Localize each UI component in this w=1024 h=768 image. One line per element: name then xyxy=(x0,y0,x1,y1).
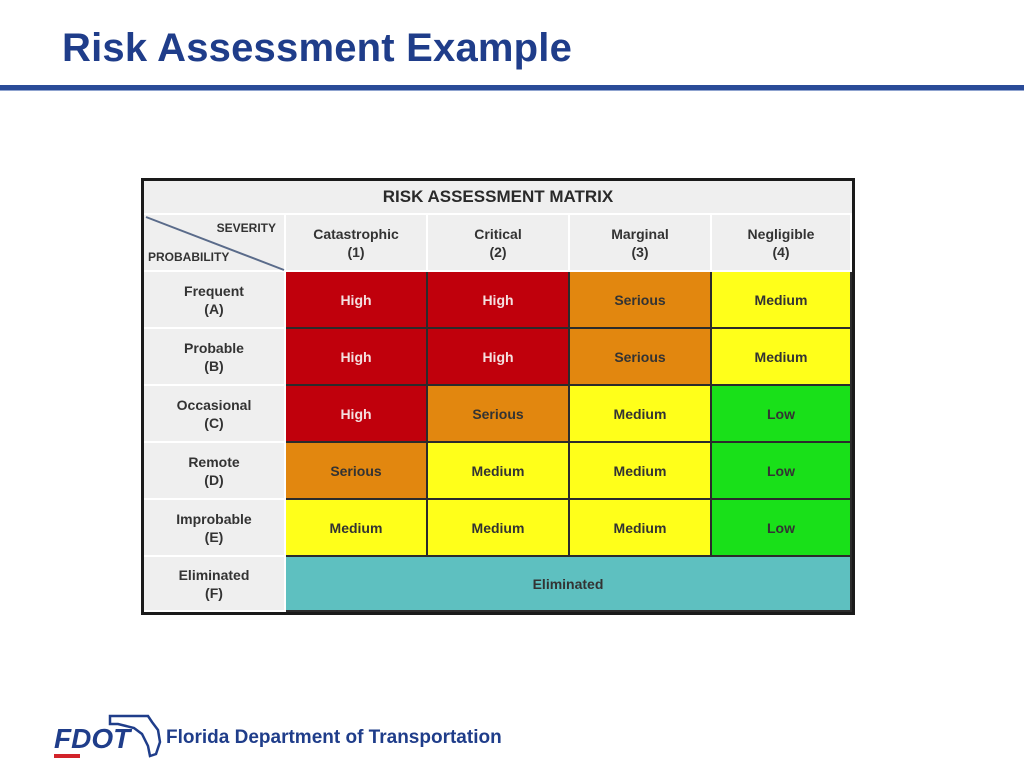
severity-header-critical xyxy=(428,215,570,272)
risk-cell-medium: Medium xyxy=(570,386,712,443)
severity-name: Catastrophic xyxy=(313,225,399,242)
risk-cell-high: High xyxy=(428,329,570,386)
risk-cell-serious: Serious xyxy=(570,329,712,386)
probability-code: (C) xyxy=(204,414,224,431)
severity-header-marginal xyxy=(570,215,712,272)
severity-name: Critical xyxy=(474,225,522,242)
severity-code: (4) xyxy=(772,243,790,260)
severity-code: (1) xyxy=(347,243,365,260)
risk-matrix xyxy=(141,178,855,615)
probability-header-improbable xyxy=(144,500,286,557)
probability-name: Frequent xyxy=(184,282,244,299)
logo-text: FDOT xyxy=(54,723,131,754)
risk-cell-high: High xyxy=(286,272,428,329)
probability-name: Improbable xyxy=(176,510,252,527)
probability-axis-label: PROBABILITY xyxy=(148,250,230,264)
severity-name: Marginal xyxy=(611,225,669,242)
risk-cell-medium: Medium xyxy=(712,329,852,386)
severity-header-catastrophic xyxy=(286,215,428,272)
risk-cell-high: High xyxy=(286,329,428,386)
risk-cell-low: Low xyxy=(712,500,852,557)
probability-name: Remote xyxy=(188,453,240,470)
probability-code: (D) xyxy=(204,471,224,488)
probability-code: (E) xyxy=(204,528,224,545)
probability-header-frequent xyxy=(144,272,286,329)
probability-header-occasional xyxy=(144,386,286,443)
matrix-grid xyxy=(144,215,852,612)
matrix-corner-header xyxy=(144,215,286,272)
logo-red-bar xyxy=(54,754,80,758)
fdot-logo xyxy=(52,710,162,762)
risk-cell-medium: Medium xyxy=(428,500,570,557)
risk-cell-high: High xyxy=(286,386,428,443)
risk-cell-high: High xyxy=(428,272,570,329)
risk-cell-medium: Medium xyxy=(570,500,712,557)
probability-code: (A) xyxy=(204,300,224,317)
risk-cell-medium: Medium xyxy=(428,443,570,500)
risk-cell-eliminated: Eliminated xyxy=(286,557,852,612)
risk-cell-serious: Serious xyxy=(428,386,570,443)
probability-header-probable xyxy=(144,329,286,386)
probability-name: Eliminated xyxy=(178,566,250,583)
footer-organization: Florida Department of Transportation xyxy=(166,727,502,748)
slide-title: Risk Assessment Example xyxy=(62,26,573,70)
risk-cell-serious: Serious xyxy=(286,443,428,500)
risk-cell-low: Low xyxy=(712,443,852,500)
severity-header-negligible xyxy=(712,215,852,272)
risk-cell-medium: Medium xyxy=(286,500,428,557)
risk-cell-medium: Medium xyxy=(712,272,852,329)
probability-name: Probable xyxy=(184,339,244,356)
severity-name: Negligible xyxy=(747,225,815,242)
risk-cell-serious: Serious xyxy=(570,272,712,329)
severity-code: (3) xyxy=(631,243,649,260)
severity-code: (2) xyxy=(489,243,507,260)
probability-header-eliminated xyxy=(144,557,286,612)
matrix-title: RISK ASSESSMENT MATRIX xyxy=(144,181,852,215)
probability-code: (F) xyxy=(205,584,223,601)
risk-cell-medium: Medium xyxy=(570,443,712,500)
probability-name: Occasional xyxy=(176,396,252,413)
risk-cell-low: Low xyxy=(712,386,852,443)
probability-header-remote xyxy=(144,443,286,500)
probability-code: (B) xyxy=(204,357,224,374)
severity-axis-label: SEVERITY xyxy=(216,221,276,235)
title-divider xyxy=(0,85,1024,91)
